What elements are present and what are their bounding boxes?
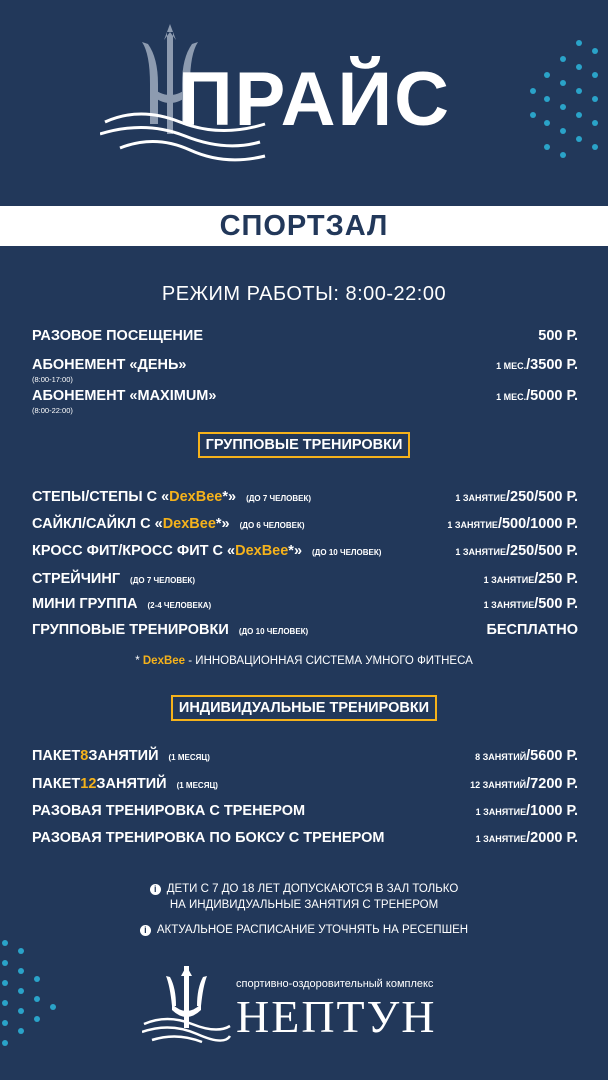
item-hours: (8:00-22:00) [32, 406, 73, 415]
item-hours: (8:00-17:00) [32, 375, 73, 384]
brand-name: НЕПТУН [236, 991, 437, 1042]
item-price: 8 ЗАНЯТИЙ/5600 Р. [475, 748, 578, 764]
info-schedule: i АКТУАЛЬНОЕ РАСПИСАНИЕ УТОЧНЯТЬ НА РЕСЕПШЕН [0, 922, 608, 938]
price-row [32, 357, 578, 384]
item-price: 1 ЗАНЯТИЕ/500/1000 Р. [447, 516, 578, 532]
decorative-dots-bottom [0, 940, 70, 1050]
individual-row: ПАКЕТ 12 ЗАНЯТИЙ (1 МЕСЯЦ) 12 ЗАНЯТИЙ/7200 Р. [32, 776, 578, 792]
group-row: САЙКЛ/САЙКЛ С « DexBee *» (ДО 6 ЧЕЛОВЕК) 1 ЗАНЯТИЕ/500/1000 Р. [32, 516, 578, 532]
brand-subtitle: спортивно-оздоровительный комплекс [236, 978, 434, 990]
group-heading [0, 432, 608, 458]
item-price: 500 Р. [538, 328, 578, 344]
item-price: 1 ЗАНЯТИЕ/2000 Р. [475, 830, 578, 846]
individual-row: ПАКЕТ 8 ЗАНЯТИЙ (1 МЕСЯЦ) 8 ЗАНЯТИЙ/5600 Р. [32, 748, 578, 764]
individual-row: РАЗОВАЯ ТРЕНИРОВКА ПО БОКСУ С ТРЕНЕРОМ 1 ЗАНЯТИЕ/2000 Р. [32, 830, 578, 846]
trident-logo-icon [142, 966, 232, 1046]
item-note: (1 МЕСЯЦ) [176, 781, 218, 790]
section-banner [0, 206, 608, 246]
section-title: СПОРТЗАЛ [219, 209, 389, 242]
price-row [32, 328, 578, 344]
item-note: (ДО 6 ЧЕЛОВЕК) [239, 521, 305, 530]
item-name: АБОНЕМЕНТ «ДЕНЬ» [32, 357, 187, 373]
item-price: 12 ЗАНЯТИЙ/7200 Р. [470, 776, 578, 792]
info-icon: i [140, 925, 151, 936]
item-price: 1 ЗАНЯТИЕ/250 Р. [483, 571, 578, 587]
individual-heading-label: ИНДИВИДУАЛЬНЫЕ ТРЕНИРОВКИ [171, 695, 437, 721]
page-title: ПРАЙС [178, 57, 452, 142]
item-note: (ДО 10 ЧЕЛОВЕК) [238, 627, 309, 636]
item-price: 1 ЗАНЯТИЕ/250/500 Р. [455, 543, 578, 559]
individual-heading [0, 695, 608, 721]
item-price: 1 МЕС./3500 Р. [496, 357, 578, 373]
item-price: БЕСПЛАТНО [486, 622, 578, 638]
group-row: ГРУППОВЫЕ ТРЕНИРОВКИ (ДО 10 ЧЕЛОВЕК) БЕСПЛАТНО [32, 622, 578, 638]
decorative-dots-top [530, 40, 608, 170]
info-icon: i [150, 884, 161, 895]
item-note: (1 МЕСЯЦ) [168, 753, 210, 762]
group-row: КРОСС ФИТ/КРОСС ФИТ С « DexBee *» (ДО 10 ЧЕЛОВЕК) 1 ЗАНЯТИЕ/250/500 Р. [32, 543, 578, 559]
group-row: МИНИ ГРУППА (2-4 ЧЕЛОВЕКА) 1 ЗАНЯТИЕ/500 Р. [32, 596, 578, 612]
item-price: 1 ЗАНЯТИЕ/500 Р. [483, 596, 578, 612]
price-row [32, 388, 578, 415]
dexbee-footnote: * DexBee - ИННОВАЦИОННАЯ СИСТЕМА УМНОГО ФИТНЕСА [135, 655, 473, 667]
individual-row: РАЗОВАЯ ТРЕНИРОВКА С ТРЕНЕРОМ 1 ЗАНЯТИЕ/1000 Р. [32, 803, 578, 819]
item-name: АБОНЕМЕНТ «MAXIMUM» [32, 388, 217, 404]
group-row: СТРЕЙЧИНГ (ДО 7 ЧЕЛОВЕК) 1 ЗАНЯТИЕ/250 Р. [32, 571, 578, 587]
working-hours: РЕЖИМ РАБОТЫ: 8:00-22:00 [161, 283, 447, 305]
info-children: i ДЕТИ С 7 ДО 18 ЛЕТ ДОПУСКАЮТСЯ В ЗАЛ ТОЛЬКО НА ИНДИВИДУАЛЬНЫЕ ЗАНЯТИЯ С ТРЕНЕРОМ [0, 881, 608, 913]
group-row: СТЕПЫ/СТЕПЫ С « DexBee *» (ДО 7 ЧЕЛОВЕК) 1 ЗАНЯТИЕ/250/500 Р. [32, 489, 578, 505]
item-note: (ДО 7 ЧЕЛОВЕК) [130, 576, 195, 585]
item-note: (2-4 ЧЕЛОВЕКА) [147, 601, 212, 610]
item-name: РАЗОВОЕ ПОСЕЩЕНИЕ [32, 328, 203, 344]
group-heading-label: ГРУППОВЫЕ ТРЕНИРОВКИ [198, 432, 411, 458]
item-price: 1 ЗАНЯТИЕ/1000 Р. [475, 803, 578, 819]
item-price: 1 ЗАНЯТИЕ/250/500 Р. [455, 489, 578, 505]
item-price: 1 МЕС./5000 Р. [496, 388, 578, 404]
item-note: (ДО 10 ЧЕЛОВЕК) [312, 548, 382, 557]
item-note: (ДО 7 ЧЕЛОВЕК) [246, 494, 311, 503]
